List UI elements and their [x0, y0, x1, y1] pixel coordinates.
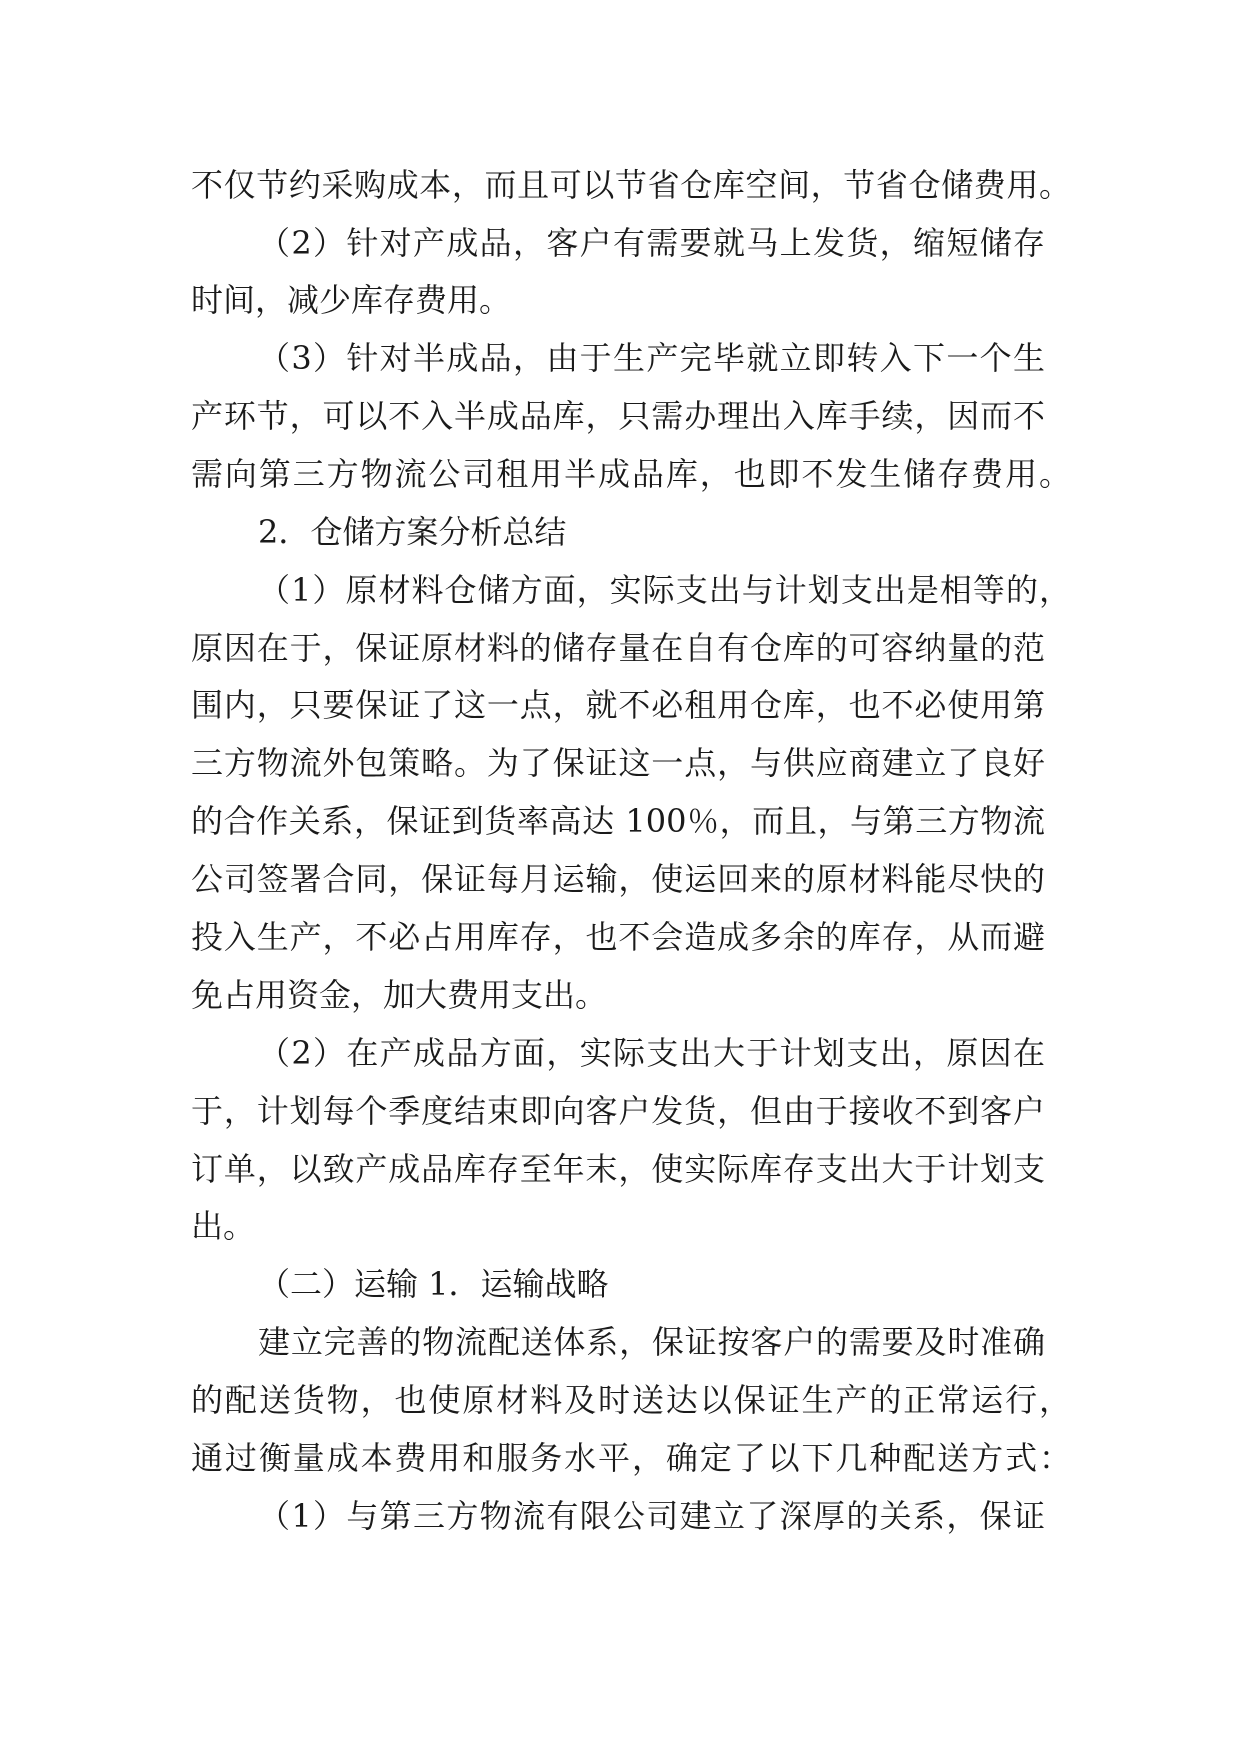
text-line: 三方物流外包策略。为了保证这一点，与供应商建立了良好 [191, 744, 1045, 782]
text-line: 建立完善的物流配送体系，保证按客户的需要及时准确 [258, 1323, 1045, 1361]
text-line: 订单，以致产成品库存至年末，使实际库存支出大于计划支 [191, 1150, 1045, 1188]
section-heading: 2．仓储方案分析总结 [258, 513, 567, 551]
text-line: （1）原材料仓储方面，实际支出与计划支出是相等的， [258, 571, 1071, 609]
section-heading: （二）运输 1．运输战略 [258, 1265, 609, 1303]
text-line: （3）针对半成品，由于生产完毕就立即转入下一个生 [258, 339, 1045, 377]
text-line: 围内，只要保证了这一点，就不必租用仓库，也不必使用第 [191, 686, 1045, 724]
text-line: 于，计划每个季度结束即向客户发货，但由于接收不到客户 [191, 1092, 1045, 1130]
text-line: 通过衡量成本费用和服务水平，确定了以下几种配送方式： [191, 1439, 1071, 1477]
text-line: 的合作关系，保证到货率高达 100％，而且，与第三方物流 [191, 802, 1045, 840]
text-line: （2）针对产成品，客户有需要就马上发货，缩短储存 [258, 224, 1045, 262]
text-line: 产环节，可以不入半成品库，只需办理出入库手续，因而不 [191, 397, 1045, 435]
text-line: 的配送货物，也使原材料及时送达以保证生产的正常运行， [191, 1381, 1071, 1419]
text-line: 需向第三方物流公司租用半成品库，也即不发生储存费用。 [191, 455, 1071, 493]
text-line: 公司签署合同，保证每月运输，使运回来的原材料能尽快的 [191, 860, 1045, 898]
text-line: 不仅节约采购成本，而且可以节省仓库空间，节省仓储费用。 [191, 166, 1071, 204]
text-line: 投入生产，不必占用库存，也不会造成多余的库存，从而避 [191, 918, 1045, 956]
text-line: （2）在产成品方面，实际支出大于计划支出，原因在 [258, 1034, 1045, 1072]
text-line: 时间，减少库存费用。 [191, 281, 512, 319]
text-line: 原因在于，保证原材料的储存量在自有仓库的可容纳量的范 [191, 629, 1045, 667]
text-line: （1）与第三方物流有限公司建立了深厚的关系，保证 [258, 1497, 1045, 1535]
text-line: 免占用资金，加大费用支出。 [191, 976, 608, 1014]
text-line: 出。 [191, 1207, 256, 1245]
